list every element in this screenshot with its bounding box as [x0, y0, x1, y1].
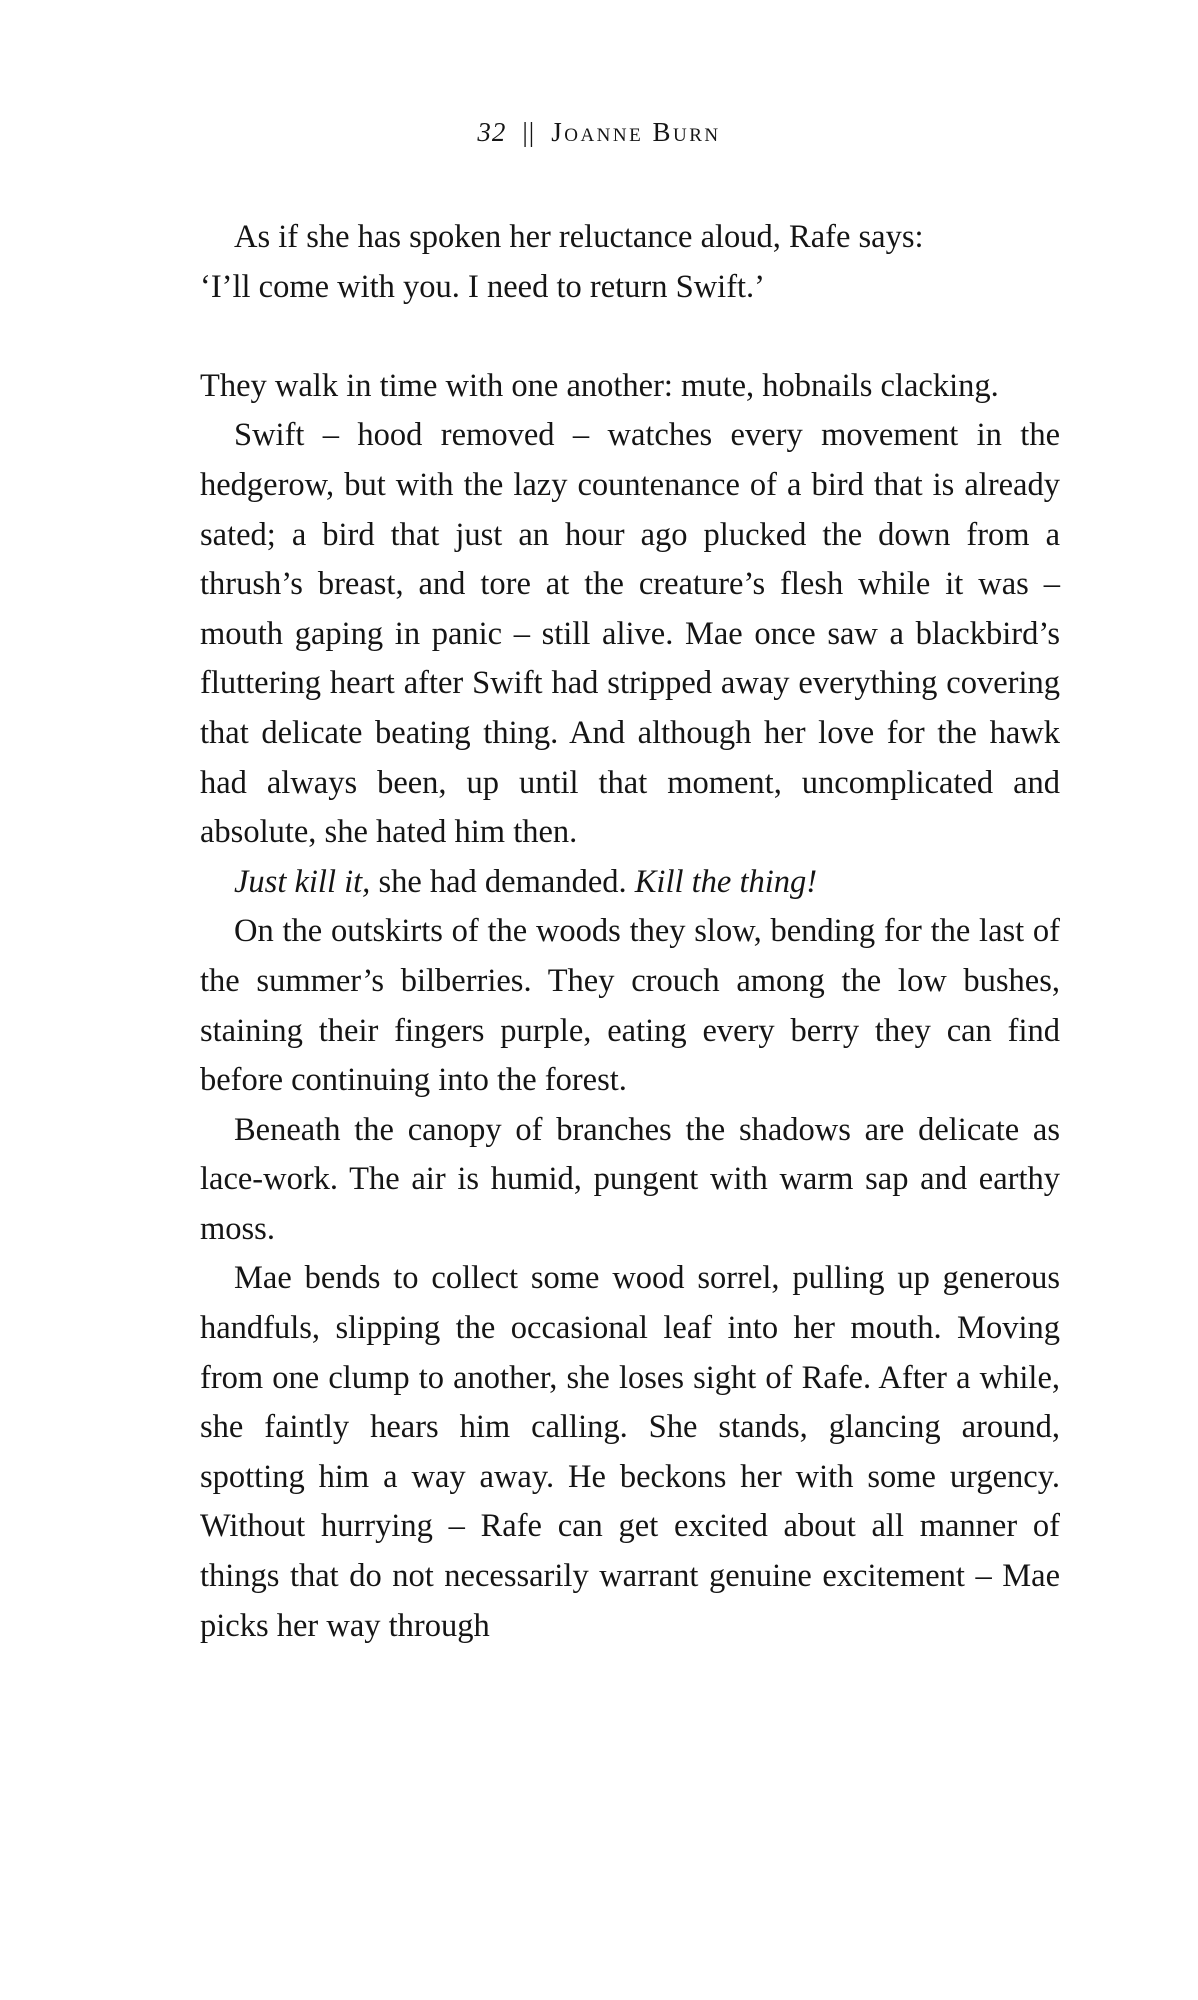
paragraph-bilberries: On the outskirts of the woods they slow, bending for the last of the summer’s bilberries. They crouch among the low bushes, staining their fingers purple, eating every berry they can find before continuing into the forest. — [200, 913, 1060, 1099]
italic-text: Just kill it, — [234, 863, 371, 900]
author-name: Joanne Burn — [551, 117, 721, 147]
text-line: ‘I’ll come with you. I need to return Swift.’ — [200, 268, 765, 305]
roman-text: she had demanded. — [370, 863, 635, 900]
paragraph-walk: They walk in time with one another: mute, hobnails clacking. — [200, 367, 999, 404]
paragraph-canopy: Beneath the canopy of branches the shadows are delicate as lace-work. The air is humid, pungent with warm sap and earthy moss. — [200, 1111, 1060, 1247]
paragraph-just-kill-it — [200, 858, 1060, 908]
text-line: As if she has spoken her reluctance aloud, Rafe says: — [234, 219, 924, 255]
header-separator: || — [522, 117, 536, 147]
paragraph-swift: Swift – hood removed – watches every movement in the hedgerow, but with the lazy countenance of a bird that is already sated; a bird that just an hour ago plucked the down from a thrush’s breast, and tore at the creature’s flesh while it was – mouth gaping in panic – still alive. Mae once saw a blackbird’s fluttering heart after Swift had stripped away everything covering that delicate beating thing. And although her love for the hawk had always been, up until that moment, uncomplicated and absolute, she hated him then. — [200, 417, 1060, 851]
running-head — [0, 112, 1198, 152]
paragraph-rafe-offer — [200, 213, 1060, 312]
italic-text: Kill the thing! — [634, 863, 818, 900]
body-text — [200, 213, 1060, 1651]
page-number: 32 — [477, 117, 507, 147]
paragraph-wood-sorrel: Mae bends to collect some wood sorrel, pulling up generous handfuls, slipping the occasional leaf into her mouth. Moving from one clump to another, she loses sight of Rafe. After a while, she faintly hears him calling. She stands, glancing around, spotting him a way away. He beckons her with some urgency. Without hurrying – Rafe can get excited about all manner of things that do not necessarily warrant genuine excitement – Mae picks her way through — [200, 1260, 1060, 1644]
